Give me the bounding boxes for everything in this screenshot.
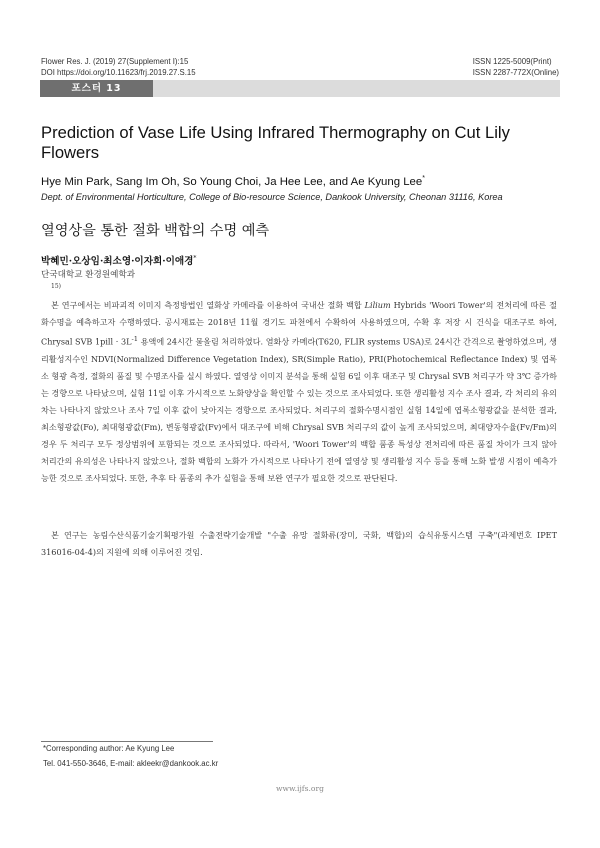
doi-line[interactable]: DOI https://doi.org/10.11623/frj.2019.27.S.15 <box>41 68 196 77</box>
issn-print: ISSN 1225-5009(Print) <box>472 57 552 66</box>
contact-info: Tel. 041-550-3646, E-mail: akleekr@dankook.ac.kr <box>43 759 219 768</box>
affiliation: Dept. of Environmental Horticulture, College of Bio-resource Science, Dankook University, Cheonan 31116, Korea <box>41 192 503 202</box>
abstract-text-c: 용액에 24시간 물올림 처리하였다. 열화상 카메라(T620, FLIR systems USA)로 24시간 간격으로 촬영하였으며, 생리활성지수인 NDVI(Normalized Difference Vegetation Index), SR(Simple Ratio), PRI(Photochemical Reflectance Index) 및 엽록소 형광 측정, 절화의 품질 및 수명조사를 실시 하였다. 열영상 이미지 분석을 통해 실험 6일 이후 대조구 및 Chrysal SVB 처리구가 약 3℃ 증가하는 경향으로 나타났으며, 실험 11일 이후 가시적으로 노화양상을 확인할 수 있는 것으로 조사되었다. 또한 생리활성 지수 조사 결과, 각 처리의 유의차는 나타나지 않았으나 조사 7일 이후 값이 낮아지는 경향으로 조사되었다. 처리구의 절화수명시점인 실험 14일에 엽록소형광값을 분석한 결과, 최소형광값(Fo), 최대형광값(Fm), 변동형광값(Fv)에서 대조구에 비해 Chrysal SVB 처리구의 값이 높게 조사되었으며, 최대양자수율(Fv/Fm)의 경우 두 처리구 모두 정상범위에 포함되는 것으로 조사되었다. 따라서, 'Woori Tower'의 백합 품종 특성상 전처리에 따른 품질 차이가 크지 않아 처리간의 유의성은 나타나지 않았으나, 절화 백합의 노화가 가시적으로 나타나기 전에 열영상 및 생리활성 지수 등을 통해 노화 발생 시점이 예측가능한 것으로 조사되었다. 또한, 추후 타 품종의 추가 실험을 통해 보완 연구가 필요한 것으로 판단된다. <box>41 336 557 483</box>
author-list <box>41 175 425 188</box>
author-names: Hye Min Park, Sang Im Oh, So Young Choi, Ja Hee Lee, and Ae Kyung Lee <box>41 175 423 188</box>
abstract-paragraph <box>41 297 557 487</box>
footnote-divider <box>41 741 213 742</box>
issn-online: ISSN 2287-772X(Online) <box>472 68 559 77</box>
poster-number: 15) <box>51 283 61 290</box>
corresponding-mark: * <box>422 175 425 182</box>
korean-author-list <box>41 253 196 267</box>
journal-citation <box>41 56 196 78</box>
korean-title: 열영상을 통한 절화 백합의 수명 예측 <box>41 223 270 239</box>
corresponding-author: *Corresponding author: Ae Kyung Lee <box>43 744 175 753</box>
journal-website[interactable]: www.ijfs.org <box>276 784 324 793</box>
abstract-body <box>41 297 557 487</box>
korean-corresponding-mark: * <box>193 254 197 262</box>
issn-block <box>473 56 559 78</box>
acknowledgement-text: 본 연구는 농림수산식품기술기획평가원 수출전략기술개발 "수출 유망 절화류(장미, 국화, 백합)의 습식유통시스템 구축"(과제번호 IPET 316016-04-4)의 지원에 의해 이루어진 것임. <box>41 530 557 557</box>
paper-title: Prediction of Vase Life Using Infrared Thermography on Cut Lily Flowers <box>41 123 510 162</box>
abstract-superscript: -1 <box>131 335 139 343</box>
acknowledgement <box>41 527 557 561</box>
journal-line: Flower Res. J. (2019) 27(Supplement I):15 <box>41 57 189 66</box>
abstract-text-b: Hybrids 'Woori Tower'의 전처리에 따른 절화수명을 예측하고자 수행하였다. 공시재료는 2018년 11월 경기도 파천에서 수확하여 사용하였으며, 수확 후 저장 시 건식을 대조구로 하여, Chrysal SVB 1pill · 3L <box>41 300 557 347</box>
abstract-genus: Lilium <box>364 300 391 310</box>
poster-label: 포스터 13 <box>40 80 153 97</box>
abstract-text-a: 본 연구에서는 비파괴적 이미지 측정방법인 열화상 카메라를 이용하여 국내산 절화 백합 <box>51 300 365 310</box>
korean-affiliation: 단국대학교 환경원예학과 <box>41 270 136 280</box>
korean-author-names: 박혜민·오상임·최소영·이자희·이애경 <box>41 256 194 267</box>
